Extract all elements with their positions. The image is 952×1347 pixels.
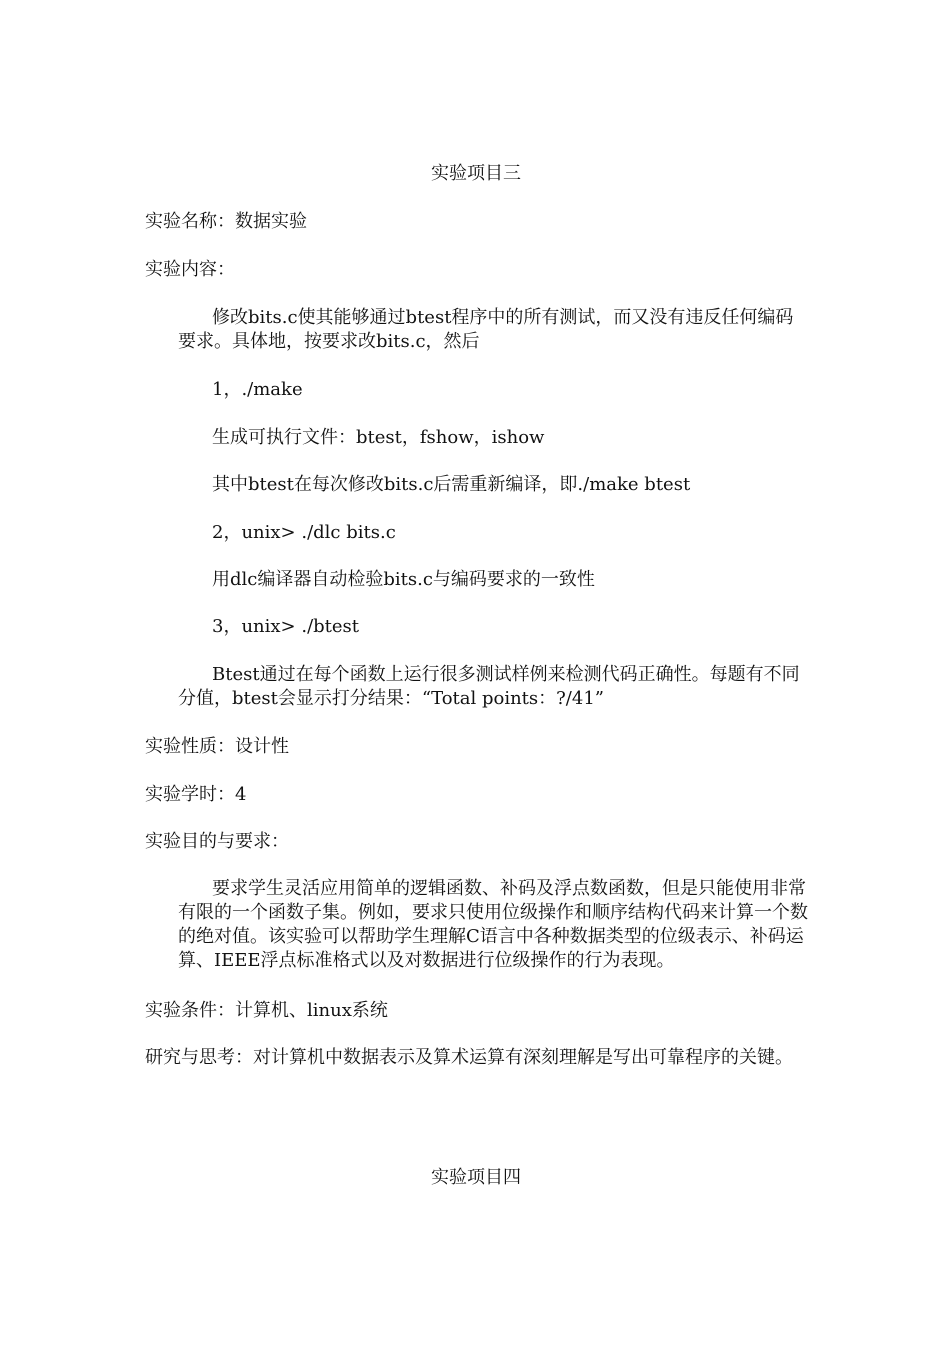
step1-command: 1，./make <box>212 379 303 400</box>
content-paragraph: 修改bits.c使其能够通过btest程序中的所有测试，而又没有违反任何编码要求。具体地，按要求改bits.c，然后 <box>178 307 794 352</box>
research-paragraph: 研究与思考：对计算机中数据表示及算术运算有深刻理解是写出可靠程序的关键。 <box>145 1047 793 1068</box>
btest-paragraph: Btest通过在每个函数上运行很多测试样例来检测代码正确性。每题有不同分值，btest会显示打分结果：“Total points：?/41” <box>178 664 800 709</box>
experiment-nature-line: 实验性质：设计性 <box>145 736 289 757</box>
section3-title: 实验项目三 <box>431 163 521 184</box>
experiment-conditions-line: 实验条件：计算机、linux系统 <box>145 1000 388 1021</box>
step2-description: 用dlc编译器自动检验bits.c与编码要求的一致性 <box>212 569 595 590</box>
section4-title: 实验项目四 <box>431 1167 521 1188</box>
step1-description: 生成可执行文件：btest，fshow，ishow <box>212 427 545 448</box>
experiment-name-line: 实验名称：数据实验 <box>145 211 307 232</box>
step2-command: 2，unix> ./dlc bits.c <box>212 522 396 543</box>
step3-command: 3，unix> ./btest <box>212 616 360 637</box>
goal-paragraph: 要求学生灵活应用简单的逻辑函数、补码及浮点数函数，但是只能使用非常有限的一个函数子集。例如，要求只使用位级操作和顺序结构代码来计算一个数的绝对值。该实验可以帮助学生理解C语言中各种数据类型的位级表示、补码运算、IEEE浮点标准格式以及对数据进行位级操作的行为表现。 <box>178 878 808 971</box>
experiment-content-label: 实验内容： <box>145 259 235 280</box>
experiment-goal-label: 实验目的与要求： <box>145 831 289 852</box>
experiment-hours-line: 实验学时：4 <box>145 784 247 805</box>
step1-note: 其中btest在每次修改bits.c后需重新编译，即./make btest <box>212 474 691 495</box>
